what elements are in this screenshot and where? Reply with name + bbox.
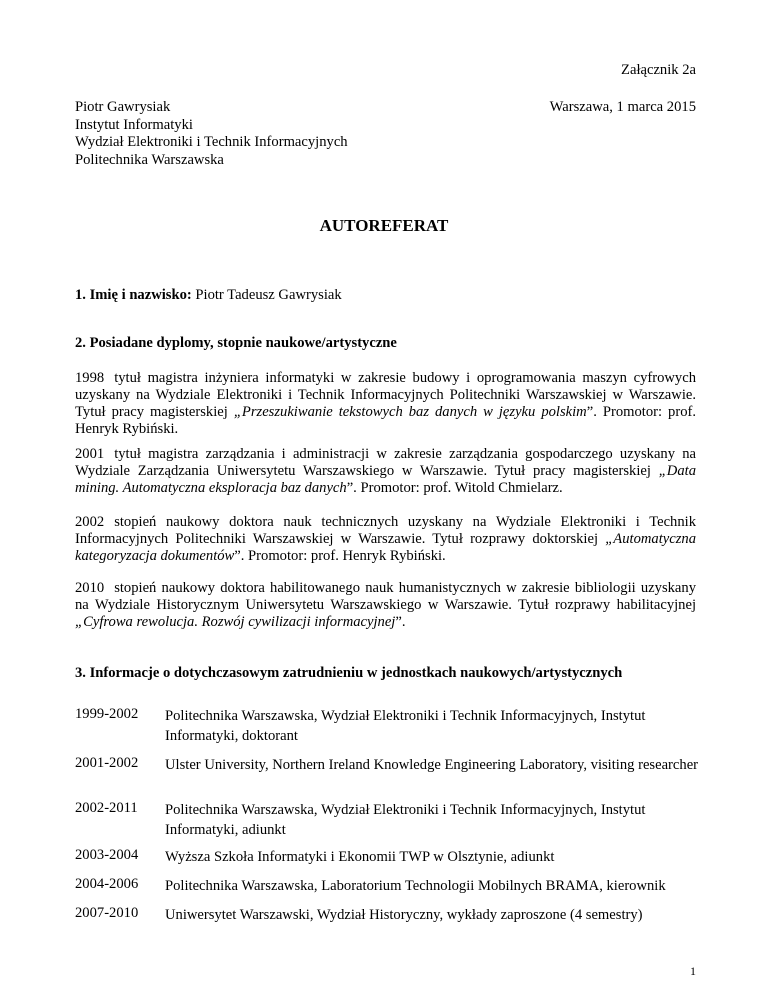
- diploma-text: stopień naukowy doktora habilitowanego nauk humanistycznych w zakresie bibliologii uzyskany na Wydziale Historycznym Uniwersytetu Warszawskiego w Warszawie. Tytuł rozprawy habilitacyjnej: [75, 580, 696, 613]
- diploma-entry: [75, 370, 696, 438]
- diploma-year: 1998: [75, 370, 105, 386]
- diploma-thesis-title: „Przeszukiwanie tekstowych baz danych w języku polskim: [233, 404, 587, 420]
- diploma-text: tytuł magistra inżyniera informatyki w zakresie budowy i oprogramowania maszyn cyfrowych uzyskany na Wydziale Elektroniki i Technik Informacyjnych Politechniki Warszawskiej w Warszawie. Tytuł pracy magisterskiej: [75, 370, 696, 420]
- employment-description: Uniwersytet Warszawski, Wydział Historyczny, wykłady zaproszone (4 semestry): [165, 907, 643, 923]
- section-diplomas-heading: 2. Posiadane dyplomy, stopnie naukowe/artystyczne: [75, 335, 397, 351]
- sender-name: Piotr Gawrysiak: [75, 99, 171, 115]
- section-name-heading: 1. Imię i nazwisko:: [75, 287, 192, 303]
- employment-years: 2001-2002: [75, 755, 139, 771]
- employment-years: 1999-2002: [75, 706, 139, 722]
- employment-years: 2002-2011: [75, 800, 138, 816]
- diploma-entry: [75, 514, 696, 565]
- employment-description: Politechnika Warszawska, Laboratorium Technologii Mobilnych BRAMA, kierownik: [165, 878, 666, 894]
- employment-description: Politechnika Warszawska, Wydział Elektroniki i Technik Informacyjnych, Instytut Informatyki, doktorant: [165, 708, 646, 744]
- diploma-thesis-title: „Data mining. Automatyczna eksploracja baz danych: [75, 463, 696, 496]
- diploma-entry: [75, 446, 696, 497]
- document-title: AUTOREFERAT: [319, 216, 449, 235]
- sender-institute: Instytut Informatyki: [75, 116, 193, 133]
- diploma-entry: [75, 580, 696, 631]
- page-number: 1: [690, 964, 696, 978]
- diploma-year: 2001: [75, 446, 105, 462]
- diploma-year: 2002: [75, 514, 105, 530]
- diploma-thesis-title: „Automatyczna kategoryzacja dokumentów: [75, 531, 696, 564]
- diploma-thesis-title: „Cyfrowa rewolucja. Rozwój cywilizacji informacyjnej: [75, 614, 396, 630]
- diploma-text-end: ”.: [395, 614, 406, 630]
- sender-faculty: Wydział Elektroniki i Technik Informacyjnych: [75, 134, 348, 151]
- diploma-year: 2010: [75, 580, 105, 596]
- employment-years: 2007-2010: [75, 905, 139, 921]
- diploma-text-end: ”. Promotor: prof. Henryk Rybiński.: [234, 548, 446, 564]
- sender-block: [75, 99, 348, 169]
- sender-university: Politechnika Warszawska: [75, 151, 224, 168]
- diploma-text: tytuł magistra zarządzania i administracji w zakresie zarządzania gospodarczego uzyskany na Wydziale Zarządzania Uniwersytetu Warszawskiego w Warszawie. Tytuł pracy magisterskiej: [75, 446, 696, 479]
- full-name-value: Piotr Tadeusz Gawrysiak: [195, 287, 342, 303]
- section-name: [75, 287, 696, 304]
- employment-description: Politechnika Warszawska, Wydział Elektroniki i Technik Informacyjnych, Instytut Informatyki, adiunkt: [165, 802, 646, 838]
- employment-description: Wyższa Szkoła Informatyki i Ekonomii TWP w Olsztynie, adiunkt: [165, 849, 555, 865]
- diploma-text: stopień naukowy doktora nauk technicznych uzyskany na Wydziale Elektroniki i Technik Informacyjnych Politechniki Warszawskiej w Warszawie. Tytuł rozprawy doktorskiej: [75, 514, 696, 547]
- place-date: Warszawa, 1 marca 2015: [549, 99, 696, 115]
- employment-years: 2003-2004: [75, 847, 139, 863]
- employment-years: 2004-2006: [75, 876, 139, 892]
- diploma-text-end: ”. Promotor: prof. Witold Chmielarz.: [346, 480, 563, 496]
- employment-description: Ulster University, Northern Ireland Knowledge Engineering Laboratory, visiting researcher: [165, 757, 699, 773]
- diploma-text-end: ”. Promotor: prof. Henryk Rybiński.: [75, 404, 696, 437]
- section-employment-heading: 3. Informacje o dotychczasowym zatrudnieniu w jednostkach naukowych/artystycznych: [75, 665, 623, 681]
- annex-label: Załącznik 2a: [621, 62, 696, 78]
